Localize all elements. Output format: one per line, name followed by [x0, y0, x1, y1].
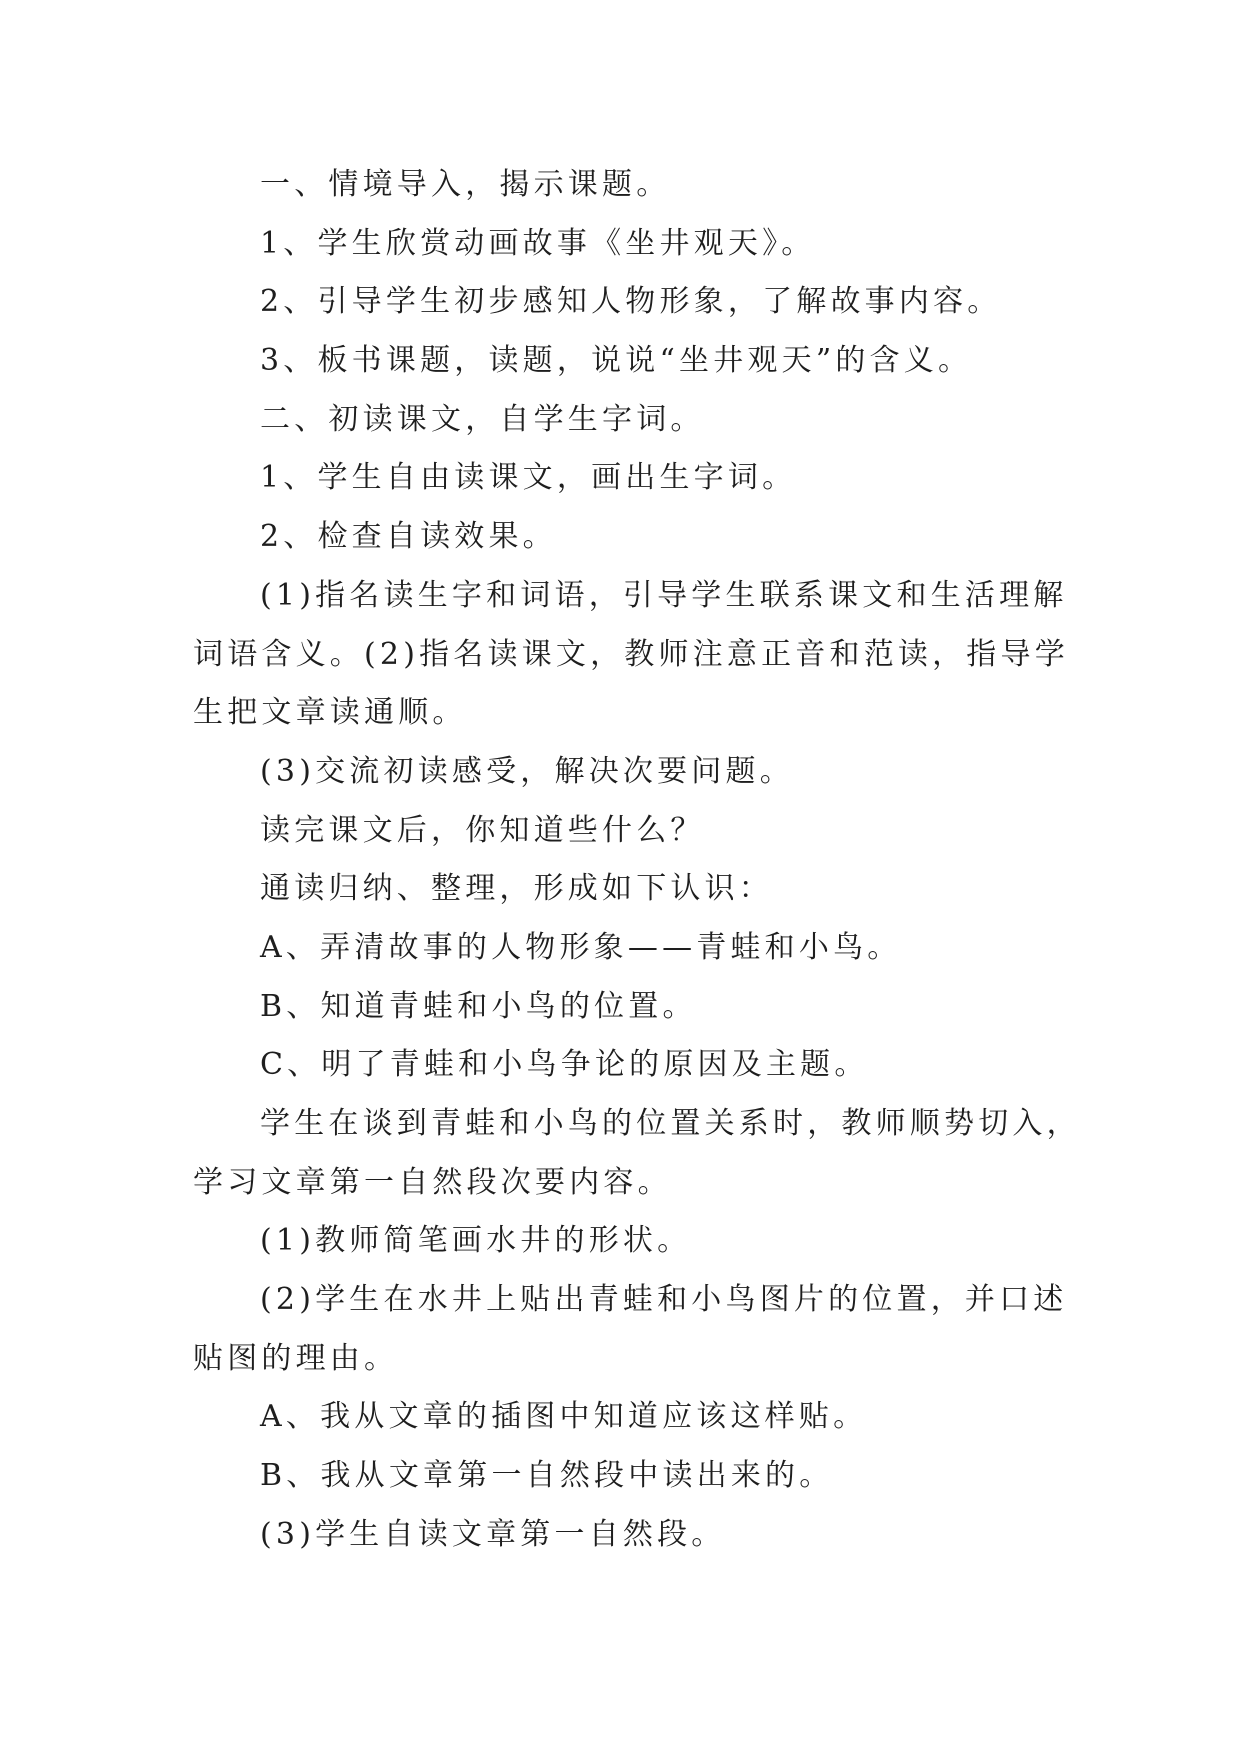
sub-step-item — [193, 1506, 1113, 1565]
text-line: 2、检查自读效果。 — [260, 519, 557, 555]
text-line: 学习文章第一自然段次要内容。 — [193, 1164, 672, 1200]
body-paragraph — [193, 802, 1113, 861]
text-line: 通读归纳、整理，形成如下认识： — [260, 871, 773, 907]
text-line: A、弄清故事的人物形象——青蛙和小鸟。 — [260, 929, 902, 965]
text-line: 1、学生自由读课文，画出生字词。 — [260, 460, 797, 496]
text-line: (1)教师简笔画水井的形状。 — [260, 1223, 692, 1259]
text-line: 1、学生欣赏动画故事《坐井观天》。 — [260, 225, 816, 261]
text-line: 一、情境导入，揭示课题。 — [260, 167, 671, 202]
text-line: B、我从文章第一自然段中读出来的。 — [260, 1458, 834, 1494]
text-line: (3)交流初读感受，解决次要问题。 — [260, 753, 794, 789]
section-heading — [193, 391, 1113, 450]
sub-step-item — [193, 1271, 1113, 1388]
text-line: 贴图的理由。 — [193, 1340, 399, 1376]
text-line: (3)学生自读文章第一自然段。 — [260, 1516, 726, 1552]
text-line: 二、初读课文，自学生字词。 — [260, 401, 705, 437]
body-paragraph — [193, 1095, 1113, 1212]
section-heading — [193, 156, 1113, 215]
body-paragraph — [193, 860, 1113, 919]
text-line: (2)学生在水井上贴出青蛙和小鸟图片的位置，并口述 — [260, 1282, 1068, 1318]
text-line: (1)指名读生字和词语，引导学生联系课文和生活理解 — [260, 577, 1068, 613]
sub-step-item — [193, 1212, 1113, 1271]
document-body — [193, 156, 1113, 1565]
step-item — [193, 508, 1113, 567]
step-item — [193, 449, 1113, 508]
text-line: C、明了青蛙和小鸟争论的原因及主题。 — [260, 1047, 869, 1083]
text-line: 学生在谈到青蛙和小鸟的位置关系时，教师顺势切入， — [260, 1106, 1081, 1141]
text-line: 读完课文后，你知道些什么？ — [260, 812, 705, 848]
list-item-b — [193, 1447, 1113, 1506]
sub-step-item — [193, 743, 1113, 802]
text-line: 词语含义。(2)指名读课文，教师注意正音和范读，指导学 — [193, 636, 1069, 672]
text-line: 3、板书课题，读题，说说“坐井观天”的含义。 — [260, 343, 973, 379]
list-item-b — [193, 978, 1113, 1037]
sub-step-item — [193, 567, 1113, 743]
list-item-a — [193, 919, 1113, 978]
list-item-c — [193, 1036, 1113, 1095]
step-item — [193, 332, 1113, 391]
text-line: A、我从文章的插图中知道应该这样贴。 — [260, 1399, 868, 1435]
step-item — [193, 273, 1113, 332]
text-line: 2、引导学生初步感知人物形象，了解故事内容。 — [260, 284, 1002, 320]
list-item-a — [193, 1388, 1113, 1447]
text-line: B、知道青蛙和小鸟的位置。 — [260, 988, 697, 1024]
step-item — [193, 215, 1113, 274]
text-line: 生把文章读通顺。 — [193, 695, 467, 731]
